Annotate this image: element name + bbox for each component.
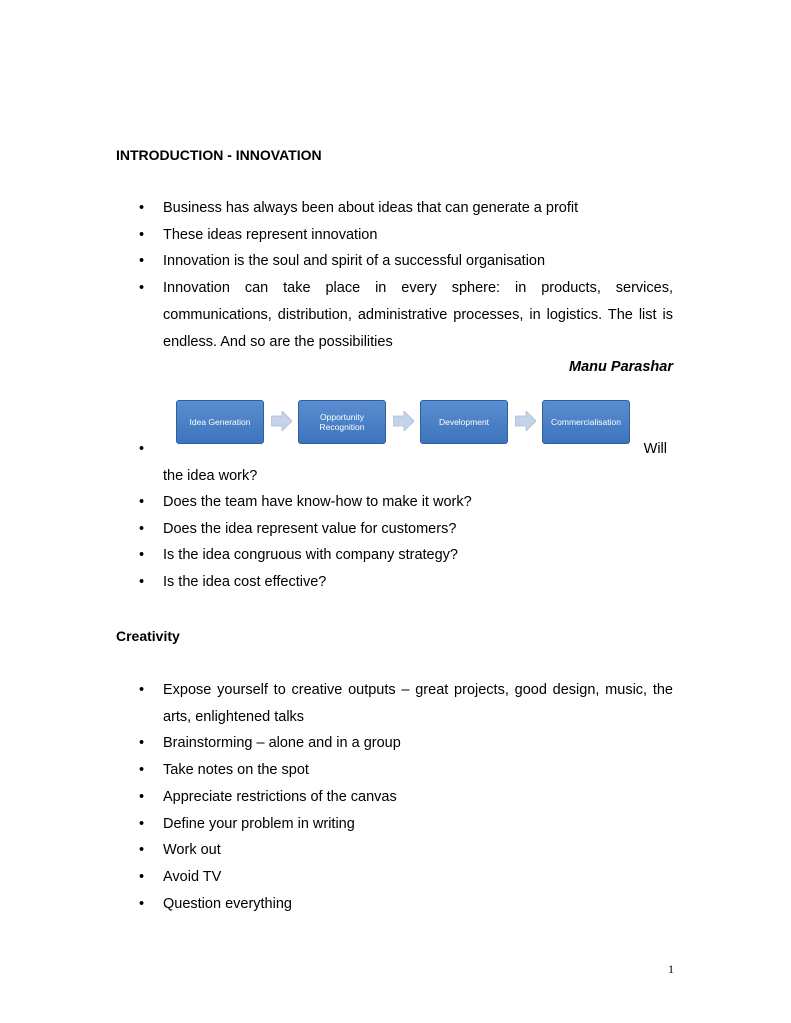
- creativity-bullet-list: [139, 677, 673, 917]
- list-item: • Work out: [139, 837, 673, 864]
- page-number: 1: [668, 962, 674, 976]
- bullet-icon: •: [139, 735, 145, 752]
- bullet-icon: •: [139, 868, 145, 885]
- process-step-idea-generation: Idea Generation: [176, 400, 264, 444]
- bullet-icon: •: [139, 200, 145, 216]
- bullet-icon: •: [139, 842, 145, 859]
- list-item: • These ideas represent innovation: [139, 222, 673, 249]
- process-step-development: Development: [420, 400, 508, 444]
- quote-attribution: Manu Parashar: [569, 359, 673, 375]
- bullet-icon: •: [139, 441, 145, 457]
- question-continuation: the idea work?: [163, 468, 258, 484]
- process-step-opportunity-recognition: Opportunity Recognition: [298, 400, 386, 444]
- list-item: • Innovation can take place in every sphere: in products, services, communications, distribution, administrative processes, in logistics. The list is endless. And so are the possibilities: [139, 275, 673, 355]
- list-item: • Define your problem in writing: [139, 811, 673, 838]
- process-step-commercialisation: Commercialisation: [542, 400, 630, 444]
- bullet-icon: •: [139, 574, 145, 591]
- questions-bullet-list: [139, 489, 673, 596]
- list-item: • Appreciate restrictions of the canvas: [139, 784, 673, 811]
- bullet-icon: •: [139, 815, 145, 832]
- section-title-introduction: INTRODUCTION - INNOVATION: [116, 147, 322, 163]
- list-item: • Expose yourself to creative outputs – great projects, good design, music, the arts, enlightened talks: [139, 677, 673, 730]
- bullet-icon: •: [139, 494, 145, 510]
- bullet-icon: •: [139, 253, 145, 270]
- list-item: • Business has always been about ideas that can generate a profit: [139, 195, 673, 222]
- bullet-icon: •: [139, 547, 145, 564]
- arrow-right-icon: [515, 411, 536, 431]
- list-item: • Is the idea congruous with company strategy?: [139, 542, 673, 569]
- section-title-creativity: Creativity: [116, 628, 180, 644]
- intro-bullet-list: [139, 195, 673, 355]
- bullet-icon: •: [139, 682, 145, 698]
- bullet-icon: •: [139, 520, 145, 537]
- bullet-icon: •: [139, 280, 145, 297]
- list-item: • Does the idea represent value for customers?: [139, 516, 673, 543]
- list-item: • Is the idea cost effective?: [139, 569, 673, 596]
- list-item: • Question everything: [139, 891, 673, 918]
- list-item: • Innovation is the soul and spirit of a successful organisation: [139, 248, 673, 275]
- list-item: • Take notes on the spot: [139, 757, 673, 784]
- arrow-right-icon: [393, 411, 414, 431]
- bullet-icon: •: [139, 788, 145, 805]
- arrow-right-icon: [271, 411, 292, 431]
- list-item: [139, 436, 667, 463]
- list-item: • Brainstorming – alone and in a group: [139, 730, 673, 757]
- bullet-icon: •: [139, 226, 145, 243]
- bullet-icon: •: [139, 895, 145, 912]
- list-item: • Does the team have know-how to make it work?: [139, 489, 673, 516]
- list-item: • Avoid TV: [139, 864, 673, 891]
- question-start: Will: [643, 441, 667, 457]
- bullet-icon: •: [139, 762, 145, 779]
